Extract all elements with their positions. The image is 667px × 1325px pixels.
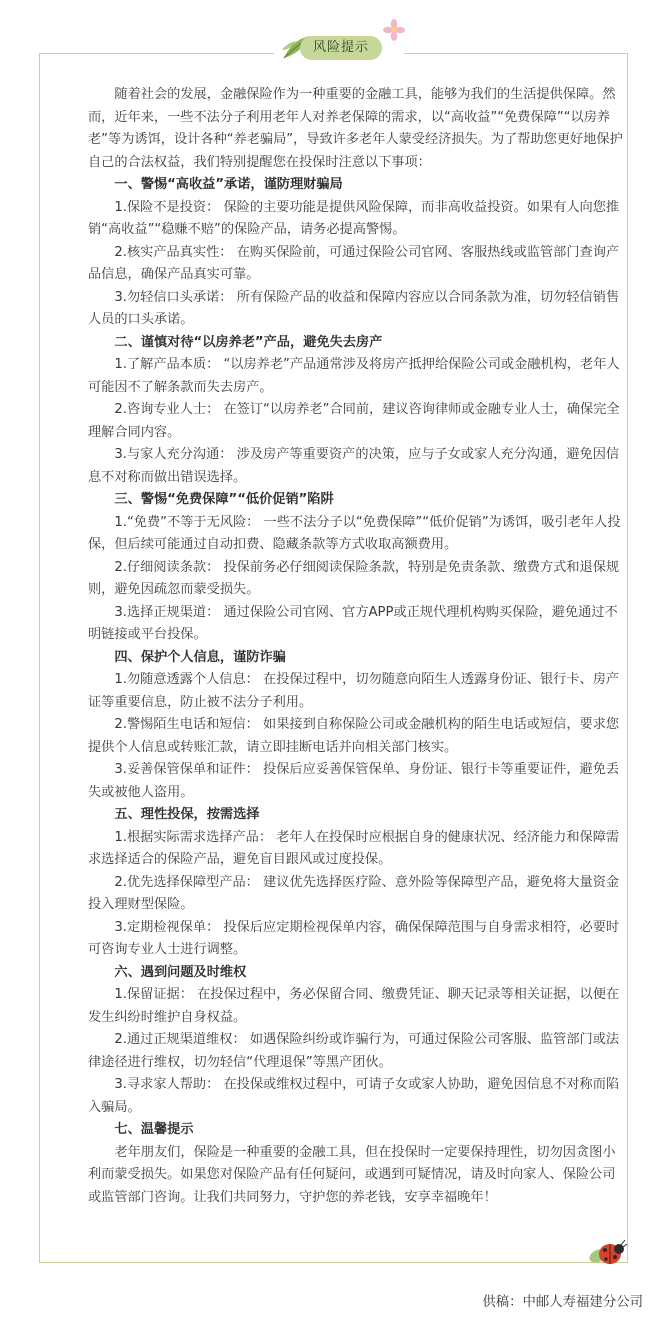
section-heading: 六、遇到问题及时维权 xyxy=(114,964,247,980)
flower-icon xyxy=(382,18,406,42)
page-title: 风险提示 xyxy=(300,36,382,60)
section-heading: 三、警惕“免费保障”“低价促销”陷阱 xyxy=(114,492,334,507)
section-item: 1.“免费”不等于无风险： 一些不法分子以“免费保障”“低价促销”为诱饵，吸引老年人投保，但后续可能通过自动扣费、隐藏条款等方式收取高额费用。 xyxy=(88,514,621,552)
section-heading: 五、理性投保，按需选择 xyxy=(114,807,260,822)
section-item: 3.定期检视保单： 投保后应定期检视保单内容，确保保障范围与自身需求相符，必要时可咨询专业人士进行调整。 xyxy=(88,919,620,957)
section-item: 2.通过正规渠道维权： 如遇保险纠纷或诈骗行为，可通过保险公司客服、监管部门或法律途径进行维权，切勿轻信“代理退保”等黑产团伙。 xyxy=(88,1032,620,1070)
ladybug-icon xyxy=(588,1232,628,1268)
section-item: 2.警惕陌生电话和短信： 如果接到自称保险公司或金融机构的陌生电话或短信，要求您提供个人信息或转账汇款，请立即挂断电话并向相关部门核实。 xyxy=(88,717,620,755)
section-item: 1.了解产品本质： “以房养老”产品通常涉及将房产抵押给保险公司或金融机构，老年人可能因不了解条款而失去房产。 xyxy=(88,357,620,395)
section-item: 2.核实产品真实性： 在购买保险前，可通过保险公司官网、客服热线或监管部门查询产品信息，确保产品真实可靠。 xyxy=(88,244,620,282)
section-item: 3.寻求家人帮助： 在投保或维权过程中，可请子女或家人协助，避免因信息不对称而陷入骗局。 xyxy=(88,1077,620,1115)
section-item: 1.勿随意透露个人信息： 在投保过程中，切勿随意向陌生人透露身份证、银行卡、房产证等重要信息，防止被不法分子利用。 xyxy=(88,672,620,710)
section-heading: 二、谨慎对待“以房养老”产品，避免失去房产 xyxy=(114,334,383,350)
section-item: 1.保险不是投资： 保险的主要功能是提供风险保障，而非高收益投资。如果有人向您推销“高收益”“稳赚不赔”的保险产品，请务必提高警惕。 xyxy=(88,199,620,237)
section-item: 1.保留证据： 在投保过程中，务必保留合同、缴费凭证、聊天记录等相关证据，以便在发生纠纷时维护自身权益。 xyxy=(88,987,620,1025)
notice-body xyxy=(88,84,628,1209)
section-item: 3.勿轻信口头承诺： 所有保险产品的收益和保障内容应以合同条款为准，切勿轻信销售人员的口头承诺。 xyxy=(88,289,620,327)
section-heading: 四、保护个人信息，谨防诈骗 xyxy=(114,649,286,665)
closing-paragraph: 老年朋友们，保险是一种重要的金融工具，但在投保时一定要保持理性，切勿因贪图小利而蒙受损失。如果您对保险产品有任何疑问，或遇到可疑情况，请及时向家人、保险公司或监管部门咨询。让我们共同努力，守护您的养老钱，安享幸福晚年！ xyxy=(88,1144,616,1205)
section-item: 3.选择正规渠道： 通过保险公司官网、官方APP或正规代理机构购买保险，避免通过不明链接或平台投保。 xyxy=(88,604,618,642)
section-item: 3.妥善保管保单和证件： 投保后应妥善保管保单、身份证、银行卡等重要证件，避免丢失或被他人盗用。 xyxy=(88,762,620,800)
title-badge xyxy=(274,28,404,68)
intro-paragraph: 随着社会的发展，金融保险作为一种重要的金融工具，能够为我们的生活提供保障。然而，近年来，一些不法分子利用老年人对养老保障的需求，以“高收益”“免费保障”“以房养老”等为诱饵，设计各种“养老骗局”，导致许多老年人蒙受经济损失。为了帮助您更好地保护自己的合法权益，我们特别提醒您在投保时注意以下事项： xyxy=(88,87,623,170)
section-item: 2.仔细阅读条款： 投保前务必仔细阅读保险条款，特别是免责条款、缴费方式和退保规则，避免因疏忽而蒙受损失。 xyxy=(88,559,620,597)
section-item: 3.与家人充分沟通： 涉及房产等重要资产的决策，应与子女或家人充分沟通，避免因信息不对称而做出错误选择。 xyxy=(88,447,620,485)
section-item: 2.优先选择保障型产品： 建议优先选择医疗险、意外险等保障型产品，避免将大量资金投入理财型保险。 xyxy=(88,874,620,912)
section-item: 1.根据实际需求选择产品： 老年人在投保时应根据自身的健康状况、经济能力和保障需求选择适合的保险产品，避免盲目跟风或过度投保。 xyxy=(88,829,620,867)
section-heading: 一、警惕“高收益”承诺，谨防理财骗局 xyxy=(114,177,343,192)
section-item: 2.咨询专业人士： 在签订“以房养老”合同前，建议咨询律师或金融专业人士，确保完全理解合同内容。 xyxy=(88,402,620,440)
footer-credit: 供稿：中邮人寿福建分公司 xyxy=(482,1295,643,1310)
section-heading: 七、温馨提示 xyxy=(114,1122,194,1137)
